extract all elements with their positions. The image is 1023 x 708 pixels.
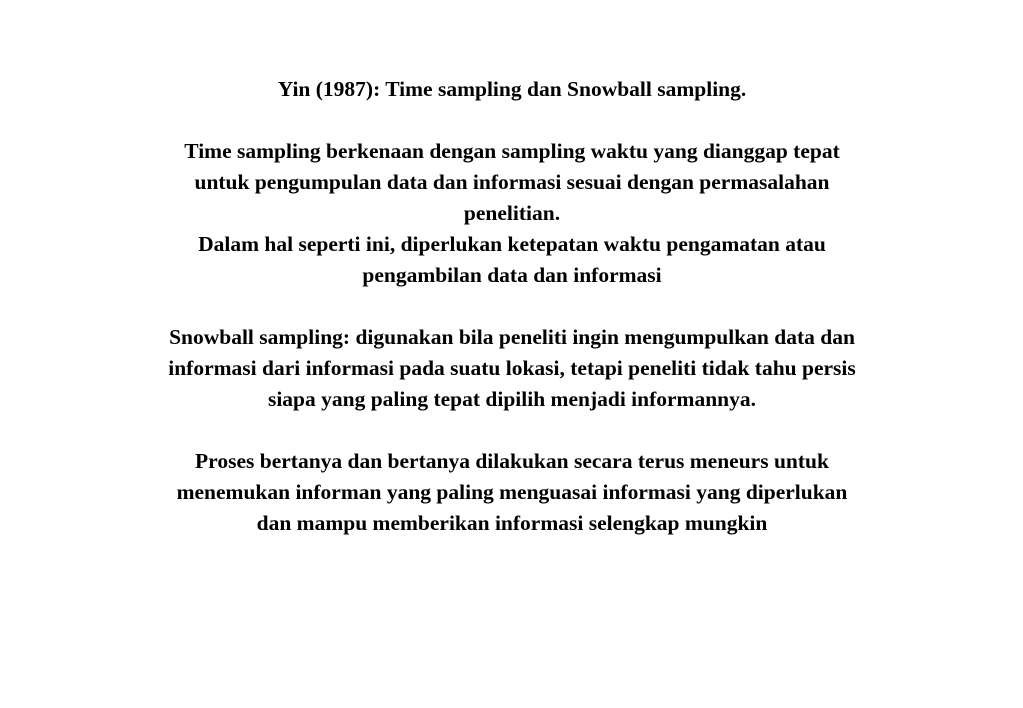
slide-content	[80, 74, 944, 539]
slide-title: Yin (1987): Time sampling dan Snowball sampling.	[277, 77, 747, 101]
snowball-sampling-paragraph	[80, 322, 944, 415]
text-line: siapa yang paling tepat dipilih menjadi informannya.	[267, 387, 757, 411]
text-line: penelitian.	[463, 201, 561, 225]
paragraph-spacer	[80, 291, 944, 322]
text-line: Snowball sampling: digunakan bila peneliti ingin mengumpulkan data dan	[169, 325, 855, 349]
paragraph-spacer	[80, 415, 944, 446]
text-line: pengambilan data dan informasi	[362, 263, 662, 287]
text-line: menemukan informan yang paling menguasai informasi yang diperlukan	[176, 480, 848, 504]
text-line: Time sampling berkenaan dengan sampling waktu yang dianggap tepat	[184, 139, 840, 163]
process-paragraph	[80, 446, 944, 539]
text-line: Dalam hal seperti ini, diperlukan ketepatan waktu pengamatan atau	[198, 232, 826, 256]
paragraph-spacer	[80, 105, 944, 136]
text-line: untuk pengumpulan data dan informasi sesuai dengan permasalahan	[194, 170, 830, 194]
text-line: dan mampu memberikan informasi selengkap mungkin	[256, 511, 768, 535]
text-line: informasi dari informasi pada suatu lokasi, tetapi peneliti tidak tahu persis	[168, 356, 856, 380]
time-sampling-paragraph	[80, 136, 944, 291]
text-line: Proses bertanya dan bertanya dilakukan secara terus meneurs untuk	[195, 449, 829, 473]
